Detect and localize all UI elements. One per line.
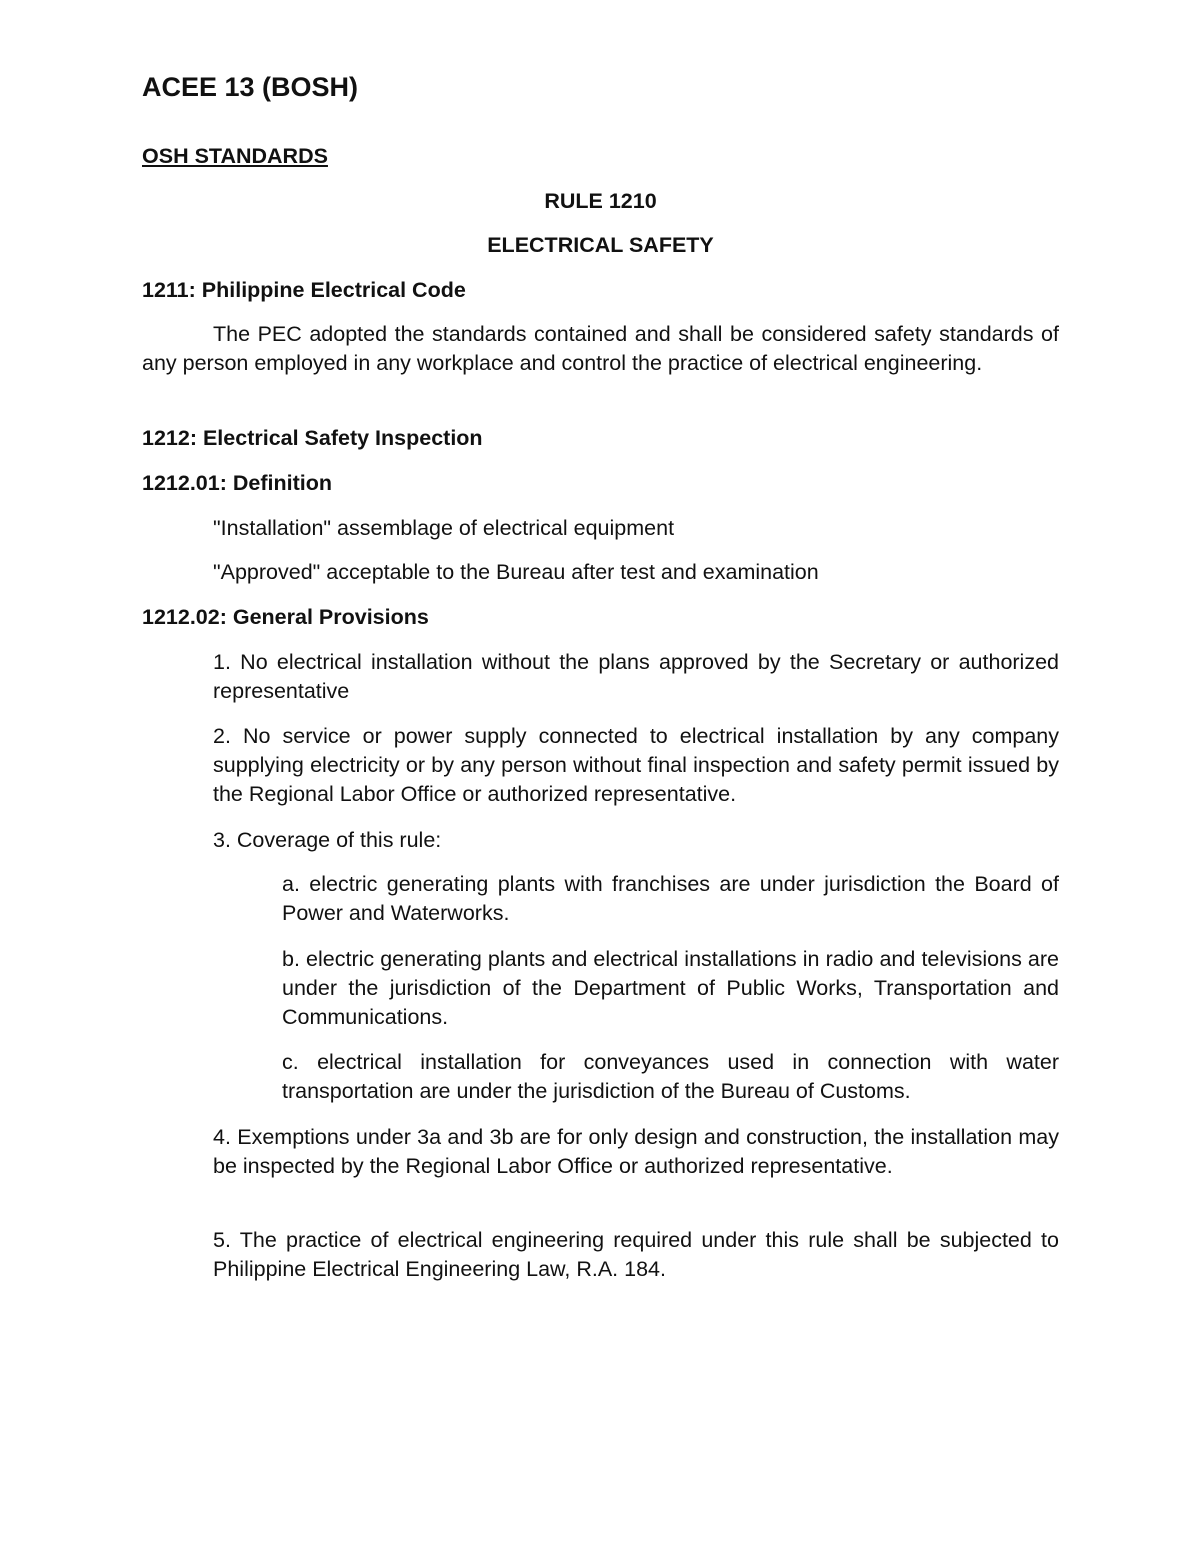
rule-number: RULE 1210 xyxy=(544,189,657,213)
section-1212-heading: 1212: Electrical Safety Inspection xyxy=(142,426,483,450)
provision-item-4: 4. Exemptions under 3a and 3b are for only design and construction, the installation may be inspected by the Regional Labor Office or authorized representative. xyxy=(213,1125,1059,1178)
coverage-subitem-b: b. electric generating plants and electrical installations in radio and televisions are under the jurisdiction of the Department of Public Works, Transportation and Communications. xyxy=(282,947,1059,1029)
section-1212-01-heading: 1212.01: Definition xyxy=(142,471,332,495)
definition-approved: "Approved" acceptable to the Bureau after test and examination xyxy=(213,560,819,584)
coverage-subitem-a: a. electric generating plants with franchises are under jurisdiction the Board of Power and Waterworks. xyxy=(282,872,1059,925)
definition-installation: "Installation" assemblage of electrical equipment xyxy=(213,516,675,540)
document-page xyxy=(142,0,1059,1553)
rule-title: ELECTRICAL SAFETY xyxy=(487,233,714,257)
section-1211-paragraph: The PEC adopted the standards contained and shall be considered safety standards of any person employed in any workplace and control the practice of electrical engineering. xyxy=(142,322,1059,375)
coverage-subitem-c: c. electrical installation for conveyances used in connection with water transportation are under the jurisdiction of the Bureau of Customs. xyxy=(282,1050,1059,1103)
provision-item-3: 3. Coverage of this rule: xyxy=(213,828,442,852)
provision-item-5: 5. The practice of electrical engineering required under this rule shall be subjected to Philippine Electrical Engineering Law, R.A. 184. xyxy=(213,1228,1059,1281)
section-label: OSH STANDARDS xyxy=(142,144,328,168)
section-1212-02-heading: 1212.02: General Provisions xyxy=(142,605,429,629)
section-1211-heading: 1211: Philippine Electrical Code xyxy=(142,278,466,302)
provision-item-2: 2. No service or power supply connected to electrical installation by any company supplying electricity or by any person without final inspection and safety permit issued by the Regional Labor Office or authorized representative. xyxy=(213,724,1059,806)
document-title: ACEE 13 (BOSH) xyxy=(142,72,359,102)
provision-item-1: 1. No electrical installation without the plans approved by the Secretary or authorized representative xyxy=(213,650,1059,703)
